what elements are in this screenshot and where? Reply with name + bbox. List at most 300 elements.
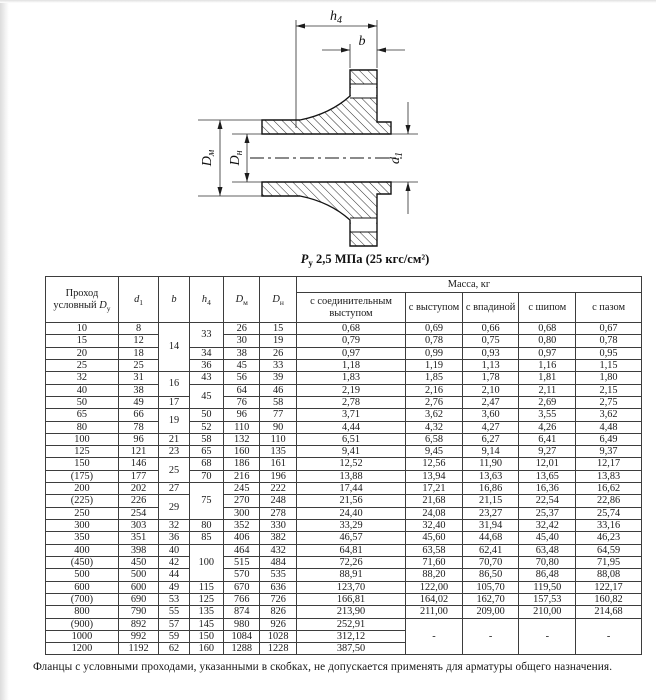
table-cell: 52	[189, 421, 223, 433]
table-cell: 2,78	[296, 396, 405, 408]
table-cell: 15	[46, 335, 119, 347]
table-cell: 500	[46, 569, 119, 581]
table-cell: 270	[224, 495, 260, 507]
table-cell: -	[406, 618, 463, 655]
table-cell: 636	[260, 581, 296, 593]
table-cell: 196	[260, 470, 296, 482]
table-cell: 44,68	[462, 532, 519, 544]
table-row	[46, 421, 642, 433]
table-cell: 19	[159, 409, 189, 434]
table-cell: 278	[260, 507, 296, 519]
table-cell: 9,27	[519, 446, 576, 458]
table-cell: 33	[189, 323, 223, 348]
table-cell: 119,50	[519, 581, 576, 593]
table-cell: 0,78	[576, 335, 642, 347]
table-cell: 1,18	[296, 359, 405, 371]
table-cell: 6,58	[406, 433, 463, 445]
table-row	[46, 335, 642, 347]
table-cell: 1200	[46, 643, 119, 655]
table-cell: 9,37	[576, 446, 642, 458]
dim-label-dn: Dн	[228, 150, 245, 166]
table-cell: 1,83	[296, 372, 405, 384]
col-header-b: b	[159, 277, 189, 323]
table-cell: 17,21	[406, 483, 463, 495]
table-cell: 70	[189, 470, 223, 482]
table-cell: 45,40	[519, 532, 576, 544]
col-header-d1: $d_1$	[118, 277, 158, 323]
table-row	[46, 495, 642, 507]
table-cell: 96	[118, 433, 158, 445]
table-cell: 0,80	[519, 335, 576, 347]
table-cell: 535	[260, 569, 296, 581]
table-cell: 44	[159, 569, 189, 581]
table-cell: 46,23	[576, 532, 642, 544]
table-cell: 4,48	[576, 421, 642, 433]
table-cell: 20	[46, 347, 119, 359]
table-cell: 88,91	[296, 569, 405, 581]
table-cell: 300	[46, 520, 119, 532]
table-cell: 10	[46, 323, 119, 335]
table-row	[46, 532, 642, 544]
table-cell: (900)	[46, 618, 119, 630]
table-cell: 252,91	[296, 618, 405, 630]
table-cell: 992	[118, 630, 158, 642]
table-cell: 0,97	[519, 347, 576, 359]
col-header-dn: $D_н$	[260, 277, 296, 323]
table-cell: 3,55	[519, 409, 576, 421]
table-cell: (700)	[46, 593, 119, 605]
table-cell: 4,44	[296, 421, 405, 433]
table-row	[46, 606, 642, 618]
table-cell: 0,67	[576, 323, 642, 335]
table-cell: 25	[159, 458, 189, 483]
table-cell: 164,02	[406, 593, 463, 605]
table-cell: 132	[224, 433, 260, 445]
table-cell: 58	[189, 433, 223, 445]
table-cell: 1228	[260, 643, 296, 655]
table-cell: 17	[159, 396, 189, 408]
table-cell: 350	[46, 532, 119, 544]
bolt-hole-lower	[351, 218, 376, 232]
table-cell: 352	[224, 520, 260, 532]
table-row	[46, 556, 642, 568]
table-cell: 214,68	[576, 606, 642, 618]
col-header-dm: $D_м$	[224, 277, 260, 323]
table-cell: 790	[118, 606, 158, 618]
table-row	[46, 323, 642, 335]
table-cell: 46,57	[296, 532, 405, 544]
table-cell: 78	[118, 421, 158, 433]
table-cell: 12,17	[576, 458, 642, 470]
col-header-mass-recess: с впадиной	[462, 293, 519, 323]
table-row	[46, 359, 642, 371]
table-row	[46, 446, 642, 458]
table-cell: 209,00	[462, 606, 519, 618]
table-cell: 162,70	[462, 593, 519, 605]
table-cell: 248	[260, 495, 296, 507]
table-cell: 59	[159, 630, 189, 642]
table-cell: -	[519, 618, 576, 655]
table-cell: 23,27	[462, 507, 519, 519]
table-cell: 3,60	[462, 409, 519, 421]
table-cell: 19	[260, 335, 296, 347]
table-cell: 26	[260, 347, 296, 359]
table-cell: 2,11	[519, 384, 576, 396]
table-cell: 16,86	[462, 483, 519, 495]
table-cell: 40	[46, 384, 119, 396]
table-cell: 210,00	[519, 606, 576, 618]
table-cell: 135	[260, 446, 296, 458]
col-header-mass-connecting: с соединительным выступом	[296, 293, 405, 323]
table-cell: -	[462, 618, 519, 655]
table-cell: 0,99	[406, 347, 463, 359]
table-cell: 63,58	[406, 544, 463, 556]
table-cell: 484	[260, 556, 296, 568]
table-header	[46, 277, 642, 323]
table-cell: 3,71	[296, 409, 405, 421]
table-cell: 21,68	[406, 495, 463, 507]
table-cell: 43	[189, 372, 223, 384]
table-row	[46, 347, 642, 359]
table-cell: 86,48	[519, 569, 576, 581]
table-cell: 9,41	[296, 446, 405, 458]
table-cell: 2,16	[406, 384, 463, 396]
footnote: Фланцы с условными проходами, указанными в скобках, не допускается применять для арматуры общего назначения.	[33, 661, 613, 674]
table-cell: 12	[118, 335, 158, 347]
table-cell: 670	[224, 581, 260, 593]
table-cell: 874	[224, 606, 260, 618]
table-cell: 13,65	[519, 470, 576, 482]
table-cell: 135	[189, 606, 223, 618]
table-cell: 29	[159, 495, 189, 520]
table-cell: (175)	[46, 470, 119, 482]
table-cell: 62,41	[462, 544, 519, 556]
table-cell: 690	[118, 593, 158, 605]
table-cell: 4,27	[462, 421, 519, 433]
dim-label-d1: d1	[388, 152, 405, 164]
table-cell: 50	[189, 409, 223, 421]
table-cell: 9,45	[406, 446, 463, 458]
table-cell: 1,16	[519, 359, 576, 371]
table-cell: 432	[260, 544, 296, 556]
table-cell: 766	[224, 593, 260, 605]
table-cell: 980	[224, 618, 260, 630]
table-cell: 222	[260, 483, 296, 495]
table-cell: 18	[118, 347, 158, 359]
table-cell: 68	[189, 458, 223, 470]
table-row	[46, 483, 642, 495]
table-cell: 0,95	[576, 347, 642, 359]
table-cell: 40	[159, 544, 189, 556]
flange-drawing-section	[0, 0, 656, 272]
table-row	[46, 409, 642, 421]
table-row	[46, 384, 642, 396]
table-cell: 75	[189, 483, 223, 520]
col-header-dy: Проход условный $D_у$	[46, 277, 119, 323]
table-cell: 53	[159, 593, 189, 605]
table-cell: 177	[118, 470, 158, 482]
table-cell: 1,78	[462, 372, 519, 384]
table-cell: 3,62	[576, 409, 642, 421]
table-cell: 16	[159, 372, 189, 397]
table-cell: 2,75	[576, 396, 642, 408]
table-cell: 17,44	[296, 483, 405, 495]
table-cell: 150	[189, 630, 223, 642]
table-cell: 21,56	[296, 495, 405, 507]
table-row	[46, 544, 642, 556]
table-cell: 202	[118, 483, 158, 495]
table-cell: 62	[159, 643, 189, 655]
table-cell: 64	[224, 384, 260, 396]
table-cell: 34	[189, 347, 223, 359]
table-cell: 49	[118, 396, 158, 408]
table-cell: 145	[189, 618, 223, 630]
table-cell: 13,88	[296, 470, 405, 482]
table-cell: 16,36	[519, 483, 576, 495]
table-cell: 96	[224, 409, 260, 421]
table-cell: 50	[46, 396, 119, 408]
table-cell: 464	[224, 544, 260, 556]
table-cell: 926	[260, 618, 296, 630]
table-cell: 85	[189, 532, 223, 544]
table-cell: 0,78	[406, 335, 463, 347]
table-cell: 515	[224, 556, 260, 568]
table-cell: 12,52	[296, 458, 405, 470]
drawing-caption: Pу 2,5 МПа (25 кгс/см²)	[300, 252, 430, 268]
dimension-arrows	[218, 24, 411, 197]
table-cell: 0,75	[462, 335, 519, 347]
flange-dimensions-table	[45, 276, 642, 655]
table-cell: 387,50	[296, 643, 405, 655]
table-cell: 312,12	[296, 630, 405, 642]
table-cell: 1,15	[576, 359, 642, 371]
table-cell: 2,10	[462, 384, 519, 396]
table-cell: 351	[118, 532, 158, 544]
col-header-mass-tenon: с шипом	[519, 293, 576, 323]
table-cell: 39	[260, 372, 296, 384]
table-cell: 6,49	[576, 433, 642, 445]
table-cell: 1084	[224, 630, 260, 642]
table-cell: 70,70	[462, 556, 519, 568]
table-cell: 0,69	[406, 323, 463, 335]
table-cell: 22,86	[576, 495, 642, 507]
table-cell: 45,60	[406, 532, 463, 544]
table-cell: 31,94	[462, 520, 519, 532]
table-cell: 1000	[46, 630, 119, 642]
table-row	[46, 618, 642, 630]
table-cell: 2,19	[296, 384, 405, 396]
table-cell: 30	[224, 335, 260, 347]
table-cell: 6,51	[296, 433, 405, 445]
table-cell: 1,80	[576, 372, 642, 384]
table-cell: 600	[118, 581, 158, 593]
table-cell: 450	[118, 556, 158, 568]
table-cell: 122,00	[406, 581, 463, 593]
table-cell: 11,90	[462, 458, 519, 470]
table-cell: 58	[260, 396, 296, 408]
table-cell: 63,48	[519, 544, 576, 556]
table-cell: 382	[260, 532, 296, 544]
table-cell: -	[576, 618, 642, 655]
table-cell: 80	[189, 520, 223, 532]
table-row	[46, 470, 642, 482]
table-cell: 45	[189, 384, 223, 409]
table-cell: 245	[224, 483, 260, 495]
table-cell: 200	[46, 483, 119, 495]
table-cell: 110	[260, 433, 296, 445]
table-cell: 100	[46, 433, 119, 445]
table-cell: 46	[260, 384, 296, 396]
table-cell: 21	[159, 433, 189, 445]
table-cell: 110	[224, 421, 260, 433]
table-cell: 65	[46, 409, 119, 421]
table-cell: 160,82	[576, 593, 642, 605]
table-cell: 56	[224, 372, 260, 384]
table-cell: 12,56	[406, 458, 463, 470]
table-cell: 76	[224, 396, 260, 408]
table-cell: 71,95	[576, 556, 642, 568]
table-row	[46, 458, 642, 470]
table-cell: 88,08	[576, 569, 642, 581]
table-cell: 71,60	[406, 556, 463, 568]
table-cell: 1,13	[462, 359, 519, 371]
table-cell: 125	[189, 593, 223, 605]
col-header-mass: Масса, кг	[296, 277, 641, 293]
table-cell: 600	[46, 581, 119, 593]
table-cell: 13,63	[462, 470, 519, 482]
table-cell: 400	[46, 544, 119, 556]
table-cell: 0,97	[296, 347, 405, 359]
table-cell: 25,74	[576, 507, 642, 519]
table-cell: 32	[46, 372, 119, 384]
table-cell: 166,81	[296, 593, 405, 605]
table-cell: 22,54	[519, 495, 576, 507]
table-cell: 150	[46, 458, 119, 470]
table-cell: 826	[260, 606, 296, 618]
table-cell: (450)	[46, 556, 119, 568]
table-row	[46, 569, 642, 581]
table-cell: 2,76	[406, 396, 463, 408]
table-cell: 49	[159, 581, 189, 593]
bolt-hole-upper	[351, 84, 376, 98]
table-cell: 406	[224, 532, 260, 544]
table-cell: 1028	[260, 630, 296, 642]
table-cell: 21,15	[462, 495, 519, 507]
table-cell: (225)	[46, 495, 119, 507]
table-cell: 80	[46, 421, 119, 433]
table-row	[46, 593, 642, 605]
table-row	[46, 396, 642, 408]
table-cell: 6,41	[519, 433, 576, 445]
table-cell: 250	[46, 507, 119, 519]
table-cell: 15	[260, 323, 296, 335]
table-cell: 27	[159, 483, 189, 495]
table-cell: 36	[189, 359, 223, 371]
table-cell: 1288	[224, 643, 260, 655]
table-cell: 45	[224, 359, 260, 371]
table-cell: 122,17	[576, 581, 642, 593]
table-cell: 1,81	[519, 372, 576, 384]
table-cell: 64,59	[576, 544, 642, 556]
table-cell: 13,94	[406, 470, 463, 482]
table-cell: 33	[260, 359, 296, 371]
table-cell: 226	[118, 495, 158, 507]
table-cell: 66	[118, 409, 158, 421]
table-cell: 32	[159, 520, 189, 532]
table-cell: 32,42	[519, 520, 576, 532]
table-cell: 211,00	[406, 606, 463, 618]
table-cell: 90	[260, 421, 296, 433]
table-cell: 121	[118, 446, 158, 458]
table-cell: 36	[159, 532, 189, 544]
table-cell: 303	[118, 520, 158, 532]
table-cell: 65	[189, 446, 223, 458]
table-cell: 0,68	[296, 323, 405, 335]
col-header-mass-groove: с пазом	[576, 293, 642, 323]
table-cell: 216	[224, 470, 260, 482]
table-cell: 38	[224, 347, 260, 359]
table-row	[46, 581, 642, 593]
table-cell: 3,62	[406, 409, 463, 421]
table-cell: 186	[224, 458, 260, 470]
table-cell: 892	[118, 618, 158, 630]
table-cell: 32,40	[406, 520, 463, 532]
table-cell: 72,26	[296, 556, 405, 568]
table-cell: 0,66	[462, 323, 519, 335]
table-cell: 1,85	[406, 372, 463, 384]
table-cell: 57	[159, 618, 189, 630]
table-cell: 88,20	[406, 569, 463, 581]
table-cell: 38	[118, 384, 158, 396]
table-cell: 125	[46, 446, 119, 458]
table-cell: 160	[224, 446, 260, 458]
table-cell: 14	[159, 323, 189, 372]
dim-label-dm: Dм	[200, 149, 217, 167]
table-cell: 300	[224, 507, 260, 519]
table-cell: 213,90	[296, 606, 405, 618]
table-cell: 33,29	[296, 520, 405, 532]
table-cell: 64,81	[296, 544, 405, 556]
table-cell: 77	[260, 409, 296, 421]
flange-table-body	[46, 323, 642, 655]
table-cell: 1192	[118, 643, 158, 655]
table-cell: 157,53	[519, 593, 576, 605]
table-cell: 4,32	[406, 421, 463, 433]
table-cell: 8	[118, 323, 158, 335]
table-cell: 24,08	[406, 507, 463, 519]
table-cell: 42	[159, 556, 189, 568]
table-cell: 33,16	[576, 520, 642, 532]
table-cell: 26	[224, 323, 260, 335]
table-cell: 0,93	[462, 347, 519, 359]
table-cell: 0,68	[519, 323, 576, 335]
table-cell: 100	[189, 544, 223, 581]
table-cell: 2,15	[576, 384, 642, 396]
table-cell: 12,01	[519, 458, 576, 470]
table-row	[46, 433, 642, 445]
table-cell: 161	[260, 458, 296, 470]
table-cell: 105,70	[462, 581, 519, 593]
table-cell: 115	[189, 581, 223, 593]
table-cell: 330	[260, 520, 296, 532]
table-cell: 25	[118, 359, 158, 371]
table-cell: 160	[189, 643, 223, 655]
dim-label-h4: h4	[330, 9, 342, 26]
table-cell: 25	[46, 359, 119, 371]
table-cell: 1,19	[406, 359, 463, 371]
table-cell: 13,83	[576, 470, 642, 482]
table-cell: 86,50	[462, 569, 519, 581]
